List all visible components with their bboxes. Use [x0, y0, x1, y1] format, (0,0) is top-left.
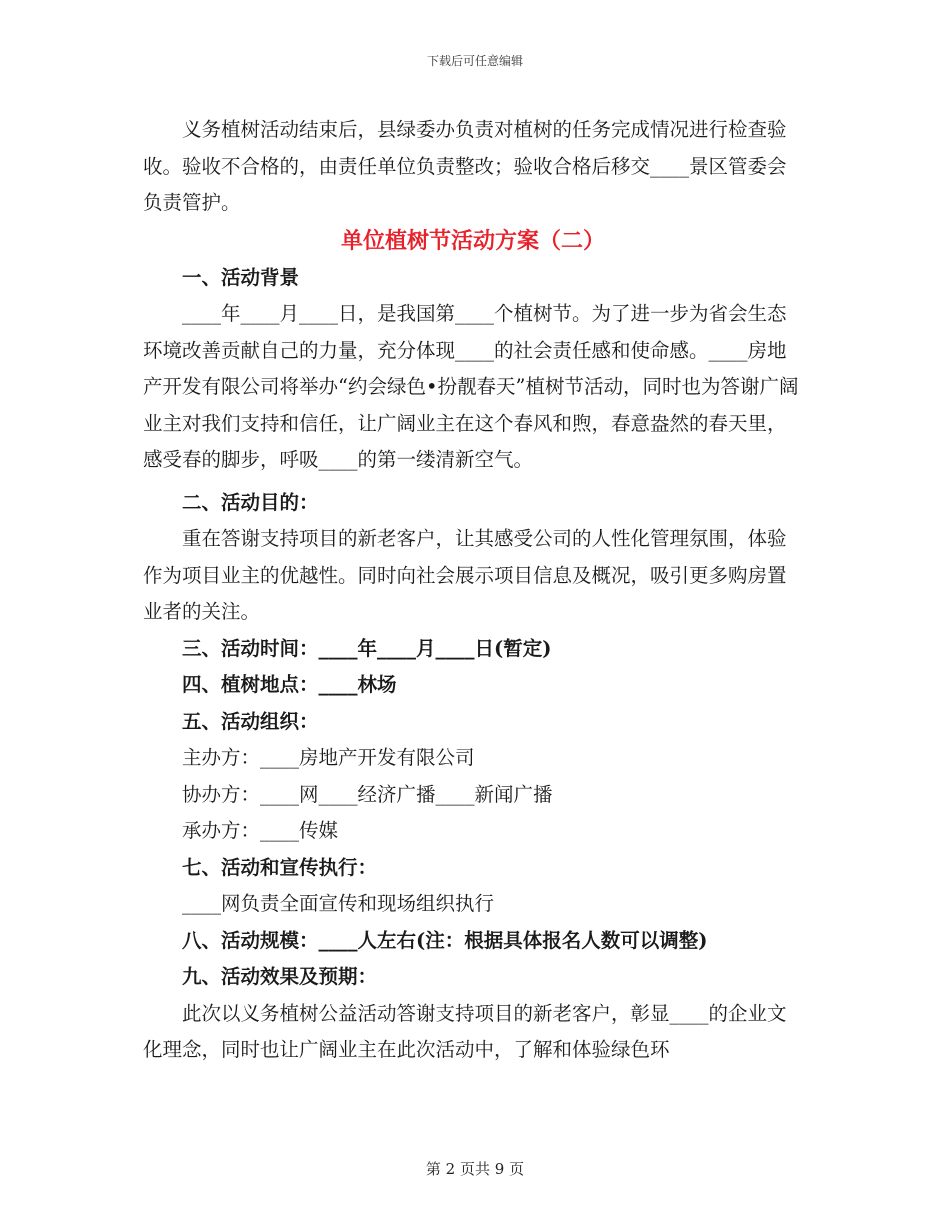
paragraph-purpose: 重在答谢支持项目的新老客户，让其感受公司的人性化管理氛围，体验作为项目业主的优越性。同时向社会展示项目信息及概况，吸引更多购房置业者的关注。 [143, 527, 787, 623]
line-undertaker: 承办方：____传媒 [182, 819, 339, 842]
page-footer: 第 2 页共 9 页 [425, 1160, 525, 1178]
heading-scale: 八、活动规模：____人左右(注：根据具体报名人数可以调整) [182, 928, 708, 952]
paragraph-effect: 此次以义务植树公益活动答谢支持项目的新老客户，彰显____的企业文化理念，同时也让广阔业主在此次活动中，了解和体验绿色环 [143, 1001, 787, 1061]
heading-location: 四、植树地点：____林场 [182, 673, 397, 696]
heading-publicity: 七、活动和宣传执行： [182, 855, 378, 879]
line-publicity: ____网负责全面宣传和现场组织执行 [182, 892, 495, 915]
paragraph-background: ____年____月____日，是我国第____个植树节。为了进一步为省会生态环境改善贡献自己的力量，充分体现____的社会责任感和使命感。____房地产开发有限公司将举办“约会绿色•扮靓春天”植树节活动，同时也为答谢广阔业主对我们支持和信任，让广阔业主在这个春风和煦，春意盎然的春天里，感受春的脚步，呼吸____的第一缕清新空气。 [143, 302, 799, 471]
heading-time: 三、活动时间：____年____月____日(暂定) [182, 636, 552, 660]
heading-organization: 五、活动组织： [182, 709, 319, 733]
heading-background: 一、活动背景 [182, 265, 300, 289]
document-body [143, 112, 803, 1069]
section-title: 单位植树节活动方案（二） [340, 227, 605, 254]
line-co-organizer: 协办方：____网____经济广播____新闻广播 [182, 782, 553, 806]
paragraph-acceptance: 义务植树活动结束后，县绿委办负责对植树的任务完成情况进行检查验收。验收不合格的，由责任单位负责整改；验收合格后移交____景区管委会负责管护。 [143, 118, 787, 214]
line-host: 主办方：____房地产开发有限公司 [182, 746, 475, 769]
heading-purpose: 二、活动目的： [182, 490, 319, 514]
page-header: 下载后可任意编辑 [426, 54, 523, 68]
heading-effect: 九、活动效果及预期： [182, 965, 378, 988]
